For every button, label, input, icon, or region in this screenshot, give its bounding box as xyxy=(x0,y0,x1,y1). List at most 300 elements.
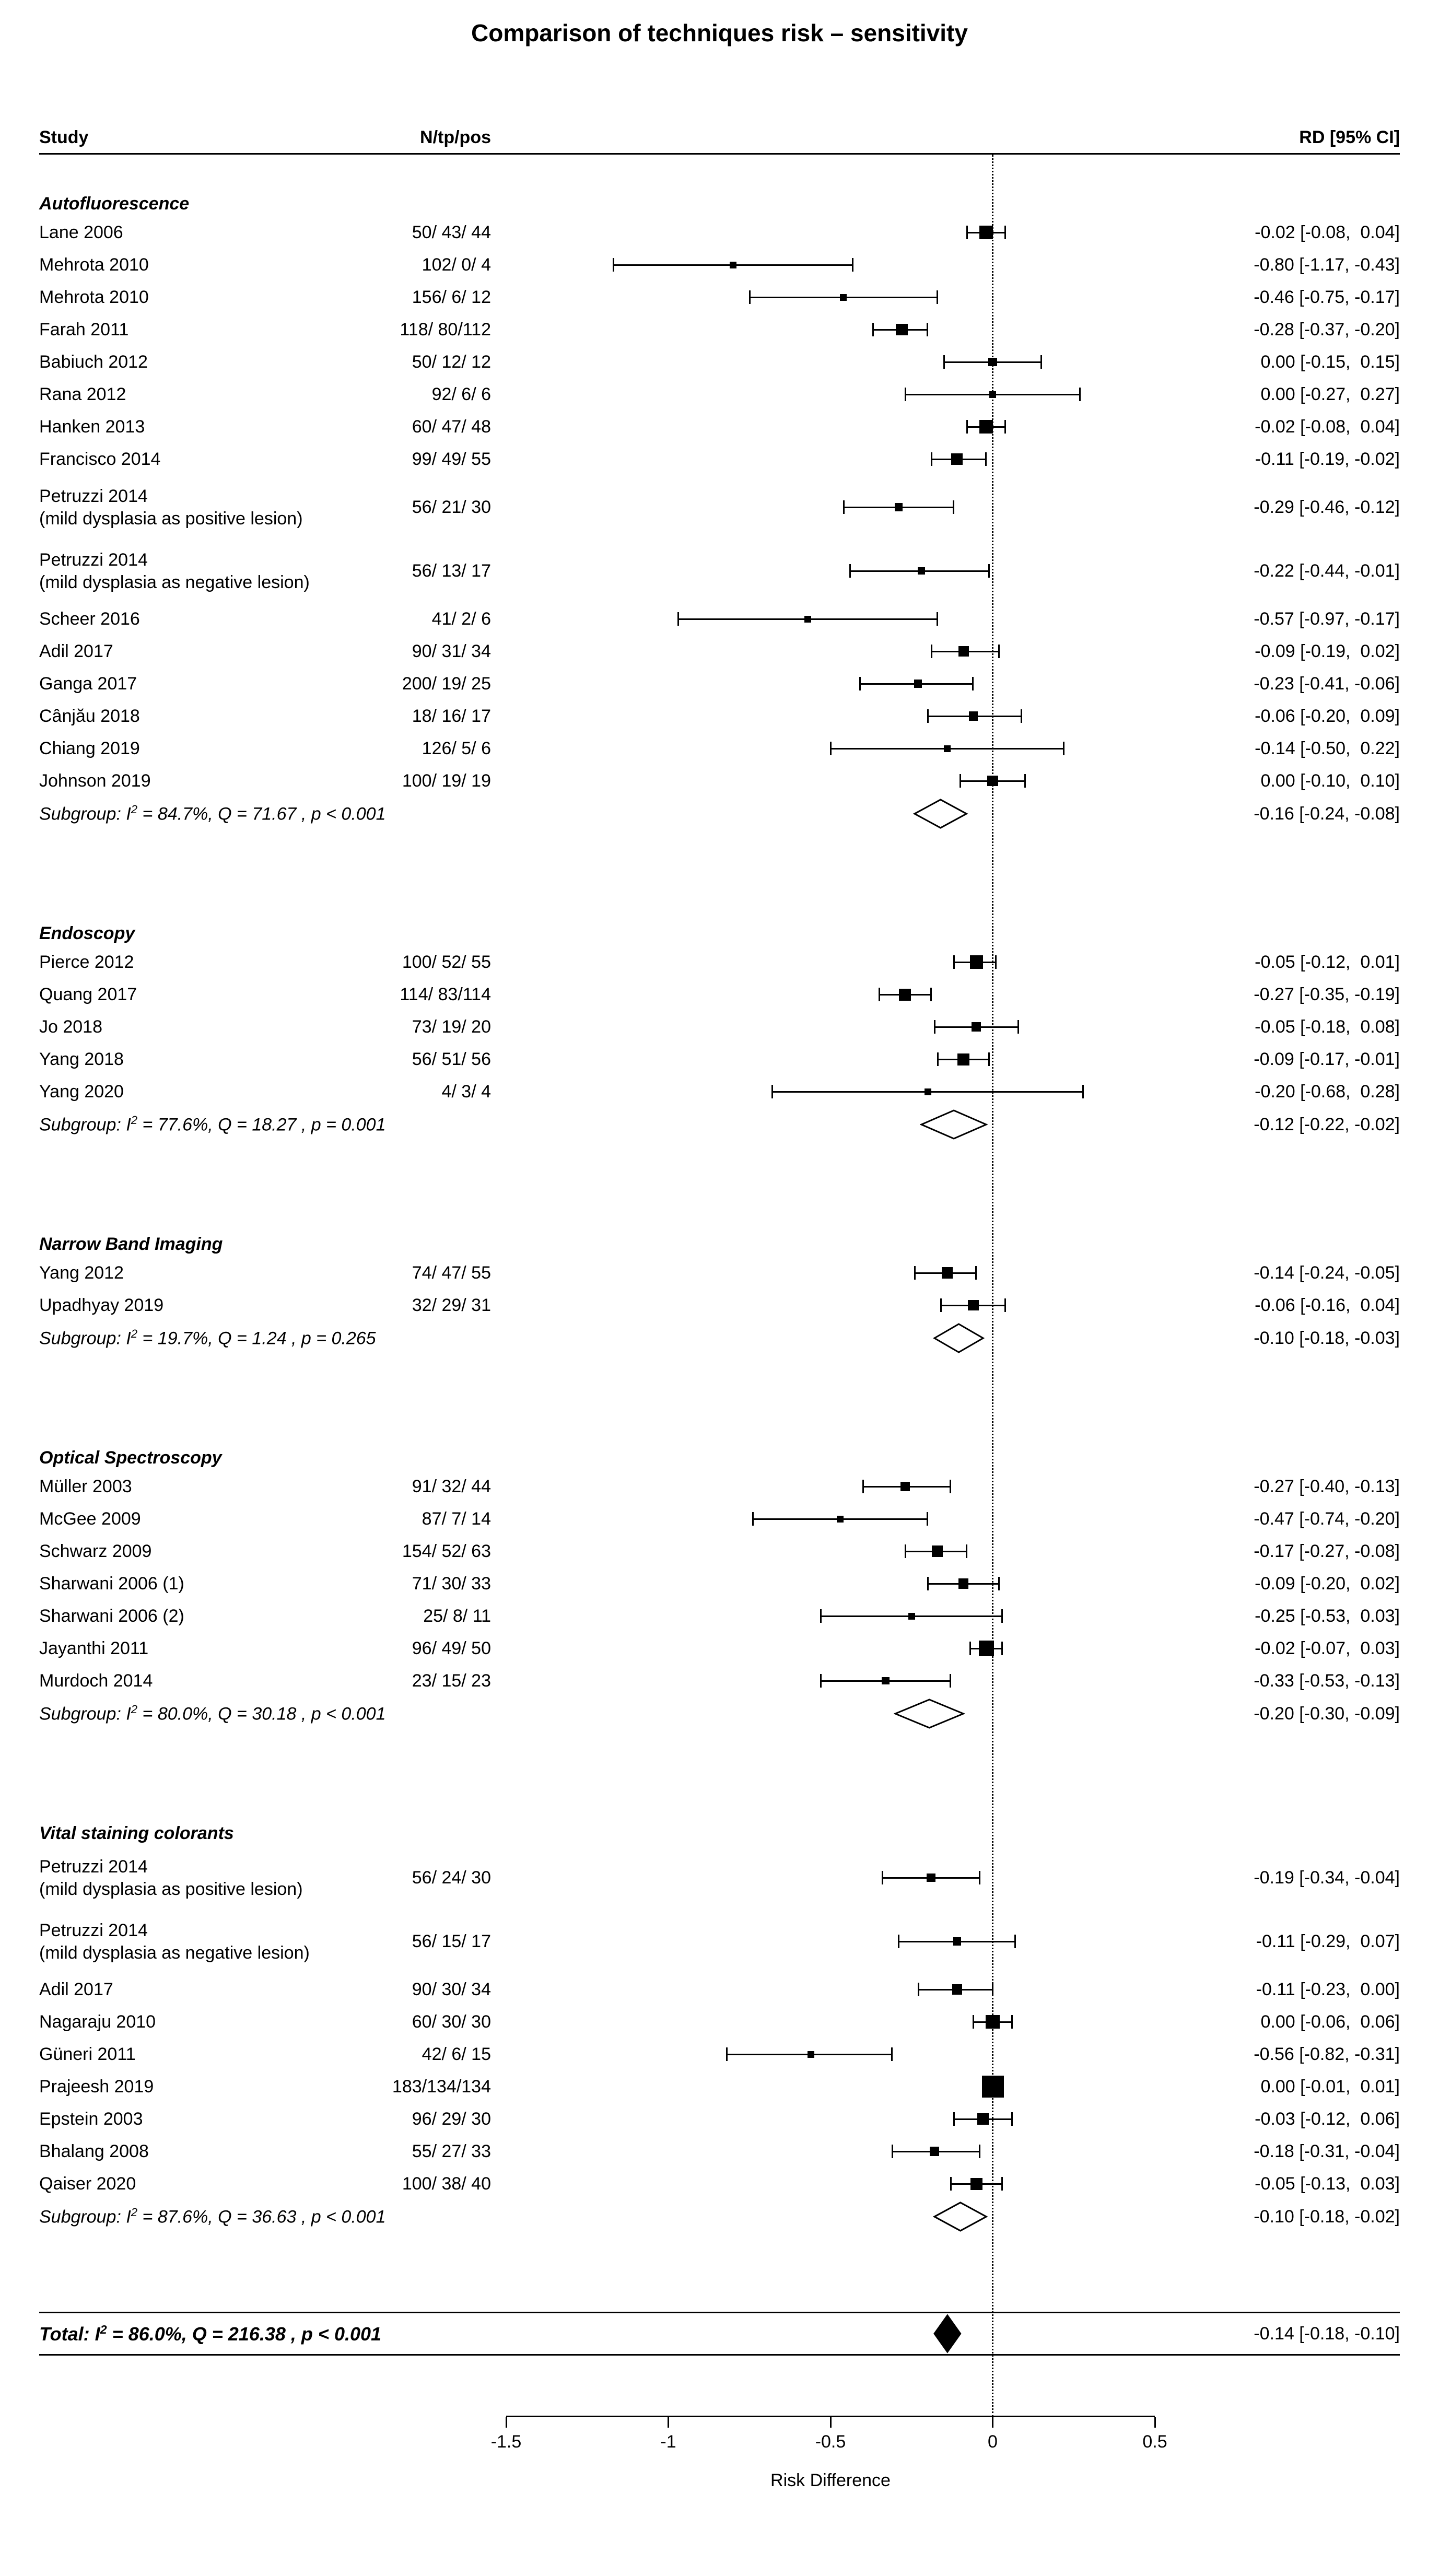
subgroup-stats: Subgroup: $I^2 = 77.6\%$, Q = 18.27 , p = 0.001 xyxy=(39,1114,386,1135)
effect-marker xyxy=(972,1022,981,1032)
ci-cap-left xyxy=(937,1052,939,1066)
study-name xyxy=(39,1919,342,1964)
forest-plot-cell xyxy=(491,2313,1186,2354)
rd-label: -0.22 [-0.44, -0.01] xyxy=(1254,560,1400,581)
forest-plot-cell xyxy=(491,1600,1186,1632)
effect-marker xyxy=(927,1874,935,1882)
study-row xyxy=(39,1973,1400,2006)
study-n: 4/ 3/ 4 xyxy=(441,1081,491,1102)
study-n: 42/ 6/ 15 xyxy=(422,2044,491,2064)
ci-cap-right xyxy=(950,1674,951,1688)
study-name: Mehrota 2010 xyxy=(39,254,149,275)
rd-label: -0.09 [-0.20, 0.02] xyxy=(1255,1573,1400,1594)
subgroup-row xyxy=(39,1321,1400,1355)
study-name: Hanken 2013 xyxy=(39,416,145,437)
subgroup-diamond xyxy=(920,1109,988,1140)
forest-plot-cell xyxy=(491,2200,1186,2233)
rd-label: -0.19 [-0.34, -0.04] xyxy=(1254,1867,1400,1888)
forest-plot-cell xyxy=(491,2168,1186,2200)
ci-cap-right xyxy=(1017,1020,1019,1034)
group-label: Narrow Band Imaging xyxy=(39,1234,223,1254)
ci-cap-right xyxy=(1004,226,1006,239)
study-name: Babiuch 2012 xyxy=(39,352,148,372)
study-n: 71/ 30/ 33 xyxy=(412,1573,491,1594)
x-axis xyxy=(39,2356,1400,2512)
forest-plot-cell xyxy=(491,700,1186,732)
forest-plot-cell xyxy=(491,1535,1186,1567)
subgroup-row xyxy=(39,1697,1400,1730)
subgroup-row xyxy=(39,1108,1400,1141)
effect-marker xyxy=(914,680,922,688)
study-name: Chiang 2019 xyxy=(39,738,140,758)
ci-cap-left xyxy=(898,1935,899,1948)
ci-cap-right xyxy=(975,1266,977,1280)
study-n: 91/ 32/ 44 xyxy=(412,1476,491,1496)
rd-label: -0.57 [-0.97, -0.17] xyxy=(1254,608,1400,629)
study-name: Sharwani 2006 (2) xyxy=(39,1606,184,1626)
study-n: 55/ 27/ 33 xyxy=(412,2141,491,2161)
rd-label: -0.23 [-0.41, -0.06] xyxy=(1254,673,1400,694)
study-name-qualifier: (mild dysplasia as positive lesion) xyxy=(39,1879,303,1899)
forest-plot-cell xyxy=(491,2006,1186,2038)
effect-marker xyxy=(930,2147,939,2156)
rd-label: -0.20 [-0.30, -0.09] xyxy=(1254,1703,1400,1724)
forest-plot-cell xyxy=(491,2070,1186,2103)
study-n: 56/ 21/ 30 xyxy=(412,497,491,517)
effect-marker xyxy=(982,2076,1004,2098)
study-name-line: Petruzzi 2014 xyxy=(39,1857,148,1877)
forest-plot-cell xyxy=(491,1632,1186,1665)
rd-label: -0.12 [-0.22, -0.02] xyxy=(1254,1114,1400,1134)
study-name: Lane 2006 xyxy=(39,222,123,242)
rd-label: -0.56 [-0.82, -0.31] xyxy=(1254,2044,1400,2064)
study-row xyxy=(39,1043,1400,1075)
ci-cap-right xyxy=(1004,420,1006,434)
total-stats: Total: $I^2 = 86.0\%$, Q = 216.38 , p < 0.001 xyxy=(39,2322,382,2345)
effect-marker xyxy=(882,1677,890,1685)
study-name-line: Petruzzi 2014 xyxy=(39,486,148,506)
superscript-2: 2 xyxy=(131,803,138,816)
rd-label: -0.18 [-0.31, -0.04] xyxy=(1254,2141,1400,2161)
ci-cap-right xyxy=(1040,355,1042,369)
forest-plot-cell xyxy=(491,1910,1186,1973)
ci-cap-left xyxy=(966,226,968,239)
study-row xyxy=(39,765,1400,797)
ci-cap-right xyxy=(992,1983,993,1996)
study-row xyxy=(39,978,1400,1011)
study-name: Schwarz 2009 xyxy=(39,1541,152,1561)
forest-plot-cell xyxy=(491,1075,1186,1108)
ci-cap-right xyxy=(937,290,938,304)
ci-cap-left xyxy=(914,1266,916,1280)
rd-label: -0.28 [-0.37, -0.20] xyxy=(1254,319,1400,339)
ci-cap-right xyxy=(1082,1085,1084,1098)
effect-marker xyxy=(896,324,907,335)
study-n: 90/ 30/ 34 xyxy=(412,1979,491,1999)
forest-plot-cell xyxy=(491,1697,1186,1730)
study-n: 96/ 29/ 30 xyxy=(412,2109,491,2129)
forest-plot-cell xyxy=(491,668,1186,700)
effect-marker xyxy=(988,358,997,367)
study-row xyxy=(39,1257,1400,1289)
study-n: 60/ 47/ 48 xyxy=(412,416,491,437)
ci-cap-right xyxy=(1001,1642,1003,1655)
effect-marker xyxy=(895,503,903,511)
study-name: Yang 2020 xyxy=(39,1081,124,1102)
study-n: 18/ 16/ 17 xyxy=(412,706,491,726)
total-row xyxy=(39,2313,1400,2354)
study-n: 56/ 13/ 17 xyxy=(412,560,491,581)
study-row xyxy=(39,635,1400,668)
effect-marker xyxy=(951,453,963,465)
ci-cap-left xyxy=(934,1020,935,1034)
study-row xyxy=(39,1503,1400,1535)
superscript-2: 2 xyxy=(131,2206,138,2219)
study-name: Ganga 2017 xyxy=(39,673,137,694)
technique-group xyxy=(39,906,1400,1141)
study-n: 100/ 38/ 40 xyxy=(402,2173,491,2194)
study-n: 96/ 49/ 50 xyxy=(412,1638,491,1658)
ci-cap-right xyxy=(927,1512,928,1526)
study-name xyxy=(39,548,342,593)
study-name: Sharwani 2006 (1) xyxy=(39,1573,184,1594)
effect-marker xyxy=(908,1613,915,1620)
ci-cap-right xyxy=(852,258,853,272)
effect-marker xyxy=(900,1482,910,1491)
study-row xyxy=(39,946,1400,978)
effect-marker xyxy=(899,989,911,1001)
study-name-line: Petruzzi 2014 xyxy=(39,1921,148,1940)
study-name: Jo 2018 xyxy=(39,1016,102,1037)
ci-cap-left xyxy=(918,1983,919,1996)
study-name: Cânjău 2018 xyxy=(39,706,140,726)
rd-label: -0.33 [-0.53, -0.13] xyxy=(1254,1670,1400,1691)
forest-plot-cell xyxy=(491,378,1186,411)
rd-label: -0.05 [-0.18, 0.08] xyxy=(1255,1016,1400,1037)
study-name-line: Petruzzi 2014 xyxy=(39,550,148,570)
study-row xyxy=(39,443,1400,475)
x-tick-label: -0.5 xyxy=(815,2432,846,2452)
ci-cap-left xyxy=(973,2015,974,2029)
study-row xyxy=(39,411,1400,443)
effect-marker xyxy=(918,567,925,575)
x-tick-label: 0.5 xyxy=(1142,2432,1167,2452)
ci-cap-left xyxy=(820,1609,822,1623)
study-name: Güneri 2011 xyxy=(39,2044,136,2064)
effect-marker xyxy=(808,2051,814,2058)
ci-cap-right xyxy=(950,1480,951,1493)
ci-cap-right xyxy=(979,2145,980,2158)
forest-plot-cell xyxy=(491,1108,1186,1141)
rd-label: -0.27 [-0.40, -0.13] xyxy=(1254,1476,1400,1496)
effect-marker xyxy=(970,955,984,969)
rd-label: 0.00 [-0.10, 0.10] xyxy=(1256,770,1400,791)
forest-plot-cell xyxy=(491,539,1186,603)
study-name xyxy=(39,485,342,530)
forest-plot-cell xyxy=(491,1043,1186,1075)
rd-label: 0.00 [-0.06, 0.06] xyxy=(1256,2011,1400,2032)
forest-plot-cell xyxy=(491,313,1186,346)
effect-marker xyxy=(944,745,951,752)
effect-marker xyxy=(968,1300,979,1311)
forest-plot-cell xyxy=(491,411,1186,443)
ci-cap-right xyxy=(972,677,974,690)
study-row xyxy=(39,249,1400,281)
col-header-study: Study xyxy=(39,127,89,147)
subgroup-row xyxy=(39,2200,1400,2233)
x-tick xyxy=(830,2417,832,2428)
group-label: Endoscopy xyxy=(39,923,135,943)
superscript-2: 2 xyxy=(100,2322,107,2336)
study-row xyxy=(39,281,1400,313)
effect-marker xyxy=(979,226,993,240)
forest-plot-cell xyxy=(491,2103,1186,2135)
column-headers xyxy=(39,123,1400,148)
ci-cap-left xyxy=(749,290,751,304)
ci-cap-left xyxy=(613,258,614,272)
rd-label: 0.00 [-0.27, 0.27] xyxy=(1256,384,1400,404)
study-name: Pierce 2012 xyxy=(39,952,134,972)
ci-cap-left xyxy=(953,955,955,969)
study-n: 56/ 15/ 17 xyxy=(412,1931,491,1951)
col-header-plot-spacer xyxy=(491,123,1186,148)
study-name: Bhalang 2008 xyxy=(39,2141,149,2161)
ci-cap-right xyxy=(979,1871,980,1884)
forest-plot-cell xyxy=(491,216,1186,249)
ci-cap-left xyxy=(879,988,880,1001)
x-tick xyxy=(1154,2417,1156,2428)
subgroup-diamond xyxy=(933,1322,985,1354)
effect-marker xyxy=(840,294,847,301)
effect-marker xyxy=(969,711,978,720)
study-n: 156/ 6/ 12 xyxy=(412,287,491,307)
rd-label: -0.02 [-0.07, 0.03] xyxy=(1255,1638,1400,1658)
study-n: 183/134/134 xyxy=(392,2076,491,2097)
study-row xyxy=(39,1075,1400,1108)
study-name: Adil 2017 xyxy=(39,1979,113,1999)
ci-cap-left xyxy=(830,742,832,755)
ci-cap-right xyxy=(1021,709,1022,723)
study-row xyxy=(39,2006,1400,2038)
study-row xyxy=(39,378,1400,411)
group-list xyxy=(39,155,1400,2233)
forest-plot-cell xyxy=(491,443,1186,475)
study-n: 102/ 0/ 4 xyxy=(422,254,491,275)
study-name-qualifier: (mild dysplasia as negative lesion) xyxy=(39,572,310,592)
effect-marker xyxy=(730,262,736,268)
rd-label: -0.80 [-1.17, -0.43] xyxy=(1254,254,1400,275)
group-header-row xyxy=(39,1431,1400,1470)
effect-marker xyxy=(958,646,969,657)
forest-plot-cell xyxy=(491,1973,1186,2006)
study-name: Upadhyay 2019 xyxy=(39,1295,164,1315)
effect-marker xyxy=(970,2178,982,2190)
ci-cap-left xyxy=(960,774,961,788)
study-n: 32/ 29/ 31 xyxy=(412,1295,491,1315)
ci-cap-left xyxy=(931,645,932,658)
ci-cap-left xyxy=(677,612,679,626)
ci-cap-left xyxy=(726,2047,728,2061)
ci-cap-right xyxy=(966,1544,967,1558)
study-n: 56/ 51/ 56 xyxy=(412,1049,491,1069)
forest-plot-cell xyxy=(491,2135,1186,2168)
ci-cap-right xyxy=(998,645,1000,658)
study-n: 126/ 5/ 6 xyxy=(422,738,491,758)
study-row xyxy=(39,216,1400,249)
subgroup-diamond xyxy=(913,798,968,829)
rd-label: -0.03 [-0.12, 0.06] xyxy=(1255,2109,1400,2129)
effect-marker xyxy=(979,1641,994,1656)
ci-cap-left xyxy=(771,1085,773,1098)
study-name: Scheer 2016 xyxy=(39,608,140,629)
ci-cap-left xyxy=(905,1544,906,1558)
group-label: Optical Spectroscopy xyxy=(39,1448,222,1468)
rd-label: -0.17 [-0.27, -0.08] xyxy=(1254,1541,1400,1561)
rd-label: -0.10 [-0.18, -0.02] xyxy=(1254,2206,1400,2227)
forest-plot-cell xyxy=(491,249,1186,281)
subgroup-row xyxy=(39,797,1400,830)
ci-cap-left xyxy=(969,1642,971,1655)
ci-cap-left xyxy=(905,388,906,401)
technique-group xyxy=(39,177,1400,830)
study-name: Rana 2012 xyxy=(39,384,126,404)
forest-plot-cell xyxy=(491,603,1186,635)
study-row xyxy=(39,539,1400,603)
study-name: Yang 2018 xyxy=(39,1049,124,1069)
subgroup-stats: Subgroup: $I^2 = 80.0\%$, Q = 30.18 , p < 0.001 xyxy=(39,1703,386,1724)
ci-cap-right xyxy=(985,452,987,466)
study-row xyxy=(39,2135,1400,2168)
x-tick xyxy=(992,2417,993,2428)
superscript-2: 2 xyxy=(131,1114,138,1127)
study-name xyxy=(39,1855,342,1900)
ci-cap-left xyxy=(953,2112,955,2126)
ci-cap-right xyxy=(1001,2177,1003,2191)
forest-plot-cell xyxy=(491,2038,1186,2070)
rd-label: -0.02 [-0.08, 0.04] xyxy=(1255,416,1400,437)
ci-cap-left xyxy=(966,420,968,434)
rd-label: 0.00 [-0.15, 0.15] xyxy=(1256,352,1400,372)
ci-cap-left xyxy=(882,1871,883,1884)
forest-plot-cell xyxy=(491,475,1186,539)
rd-label: -0.05 [-0.12, 0.01] xyxy=(1255,952,1400,972)
col-header-rd: RD [95% CI] xyxy=(1299,127,1400,147)
group-header-row xyxy=(39,906,1400,946)
study-name: Quang 2017 xyxy=(39,984,137,1004)
study-row xyxy=(39,2168,1400,2200)
x-tick-label: 0 xyxy=(988,2432,998,2452)
effect-marker xyxy=(952,1984,962,1994)
study-row xyxy=(39,1910,1400,1973)
ci-cap-right xyxy=(930,988,932,1001)
study-row xyxy=(39,1846,1400,1910)
group-label: Autofluorescence xyxy=(39,194,190,214)
rd-label: -0.10 [-0.18, -0.03] xyxy=(1254,1328,1400,1348)
ci-cap-left xyxy=(862,1480,864,1493)
ci-cap-right xyxy=(927,323,928,336)
effect-marker xyxy=(987,776,998,787)
x-axis-label: Risk Difference xyxy=(770,2470,891,2490)
study-name: Jayanthi 2011 xyxy=(39,1638,149,1658)
effect-marker xyxy=(957,1053,969,1065)
rd-label: -0.46 [-0.75, -0.17] xyxy=(1254,287,1400,307)
study-row xyxy=(39,1011,1400,1043)
study-name: Müller 2003 xyxy=(39,1476,132,1496)
study-name: Epstein 2003 xyxy=(39,2109,143,2129)
effect-marker xyxy=(925,1088,931,1095)
study-row xyxy=(39,475,1400,539)
study-row xyxy=(39,668,1400,700)
study-row xyxy=(39,1665,1400,1697)
study-name: Mehrota 2010 xyxy=(39,287,149,307)
superscript-2: 2 xyxy=(131,1703,138,1716)
ci-cap-left xyxy=(943,355,945,369)
forest-plot-body xyxy=(39,155,1400,2512)
forest-plot-cell xyxy=(491,946,1186,978)
rd-label: -0.11 [-0.29, 0.07] xyxy=(1256,1931,1400,1951)
study-n: 114/ 83/114 xyxy=(400,984,491,1004)
study-row xyxy=(39,2070,1400,2103)
subgroup-stats: Subgroup: $I^2 = 19.7\%$, Q = 1.24 , p = 0.265 xyxy=(39,1327,376,1349)
study-row xyxy=(39,1567,1400,1600)
forest-plot-cell xyxy=(491,346,1186,378)
rd-label: -0.27 [-0.35, -0.19] xyxy=(1254,984,1400,1004)
forest-plot-cell xyxy=(491,797,1186,830)
group-header-row xyxy=(39,1806,1400,1846)
study-row xyxy=(39,1289,1400,1321)
ci-cap-right xyxy=(953,500,954,514)
effect-marker xyxy=(942,1267,953,1278)
subgroup-stats: Subgroup: $I^2 = 84.7\%$, Q = 71.67 , p < 0.001 xyxy=(39,803,386,824)
study-name-qualifier: (mild dysplasia as negative lesion) xyxy=(39,1943,310,1963)
subgroup-stats: Subgroup: $I^2 = 87.6\%$, Q = 36.63 , p < 0.001 xyxy=(39,2206,386,2227)
ci-cap-right xyxy=(988,564,990,578)
effect-marker xyxy=(953,1937,961,1945)
forest-plot-cell xyxy=(491,1665,1186,1697)
study-row xyxy=(39,1470,1400,1503)
rd-label: 0.00 [-0.01, 0.01] xyxy=(1256,2076,1400,2097)
ci-cap-right xyxy=(1011,2112,1013,2126)
study-n: 50/ 43/ 44 xyxy=(412,222,491,242)
effect-marker xyxy=(986,2015,1000,2029)
ci-cap-left xyxy=(849,564,851,578)
technique-group xyxy=(39,1217,1400,1355)
forest-plot-cell xyxy=(491,1257,1186,1289)
study-n: 41/ 2/ 6 xyxy=(431,608,491,629)
forest-plot-cell xyxy=(491,635,1186,668)
superscript-2: 2 xyxy=(131,1327,138,1341)
effect-marker xyxy=(979,420,993,434)
ci-cap-right xyxy=(988,1052,990,1066)
forest-plot-cell xyxy=(491,1567,1186,1600)
x-tick-label: -1 xyxy=(660,2432,676,2452)
study-row xyxy=(39,1632,1400,1665)
x-tick-label: -1.5 xyxy=(490,2432,522,2452)
study-row xyxy=(39,2038,1400,2070)
rd-label: -0.29 [-0.46, -0.12] xyxy=(1254,497,1400,517)
subgroup-diamond xyxy=(933,2201,988,2232)
forest-plot-cell xyxy=(491,1846,1186,1910)
ci-cap-right xyxy=(1024,774,1026,788)
study-n: 25/ 8/ 11 xyxy=(423,1606,491,1626)
ci-cap-left xyxy=(752,1512,754,1526)
effect-marker xyxy=(958,1578,969,1589)
rd-label: -0.05 [-0.13, 0.03] xyxy=(1255,2173,1400,2194)
study-name-qualifier: (mild dysplasia as positive lesion) xyxy=(39,509,303,529)
ci-cap-left xyxy=(872,323,874,336)
study-name: Farah 2011 xyxy=(39,319,129,339)
ci-cap-left xyxy=(927,709,929,723)
